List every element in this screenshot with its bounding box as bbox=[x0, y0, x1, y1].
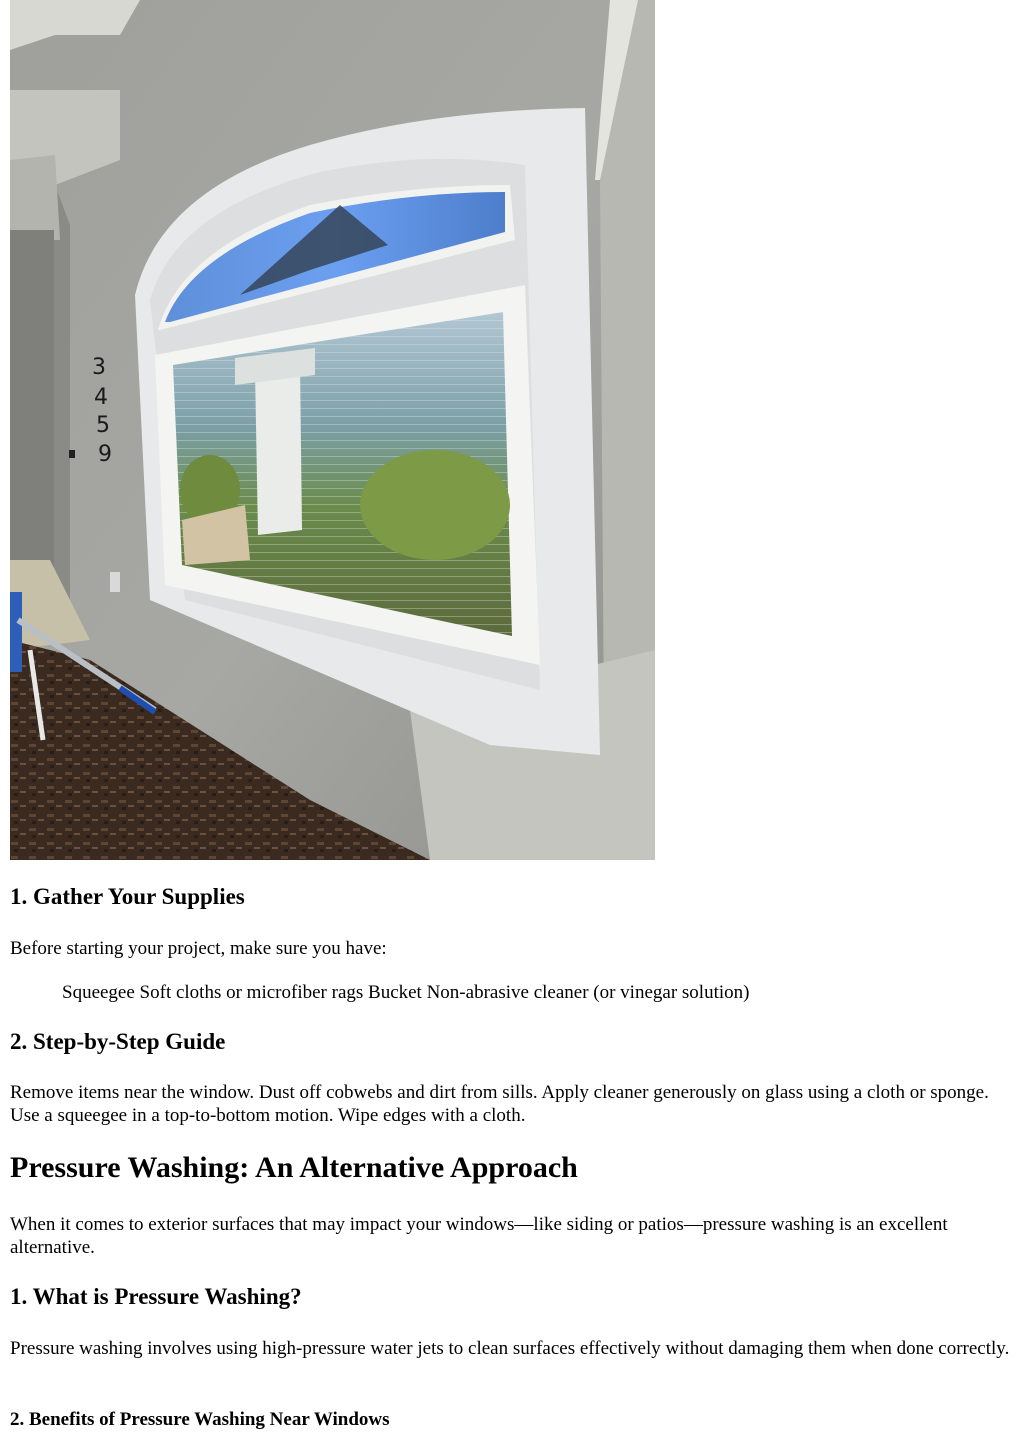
section-heading-what-is-pressure-washing: 1. What is Pressure Washing? bbox=[10, 1284, 302, 1309]
what-is-pressure-washing-paragraph: Pressure washing involves using high-pressure water jets to clean surfaces effectively without damaging them when done correctly. bbox=[10, 1338, 1010, 1359]
house-number-digit: 5 bbox=[96, 413, 110, 438]
pressure-washing-intro-paragraph: When it comes to exterior surfaces that may impact your windows—like siding or patios—pressure washing is an excellent alternative. bbox=[10, 1214, 948, 1258]
section-heading-benefits: 2. Benefits of Pressure Washing Near Windows bbox=[10, 1409, 390, 1430]
step-by-step-paragraph: Remove items near the window. Dust off cobwebs and dirt from sills. Apply cleaner generously on glass using a cloth or sponge. Use a squeegee in a top-to-bottom motion. Wipe edges with a cloth. bbox=[10, 1082, 989, 1126]
supplies-list: Squeegee Soft cloths or microfiber rags Bucket Non-abrasive cleaner (or vinegar solution) bbox=[62, 982, 750, 1003]
blue-bucket bbox=[10, 592, 22, 672]
light-fixture bbox=[69, 450, 75, 458]
section-heading-gather-supplies: 1. Gather Your Supplies bbox=[10, 884, 245, 909]
article-page bbox=[10, 0, 1020, 1430]
house-number-digit: 3 bbox=[92, 355, 106, 380]
house-number-digit: 9 bbox=[98, 442, 112, 467]
window-photo-illustration bbox=[10, 0, 655, 860]
section-heading-step-by-step: 2. Step-by-Step Guide bbox=[10, 1029, 226, 1054]
supplies-intro-paragraph: Before starting your project, make sure you have: bbox=[10, 938, 387, 959]
section-heading-pressure-washing: Pressure Washing: An Alternative Approach bbox=[10, 1151, 578, 1184]
window-photo bbox=[10, 0, 655, 860]
house-number-digit: 4 bbox=[94, 385, 108, 410]
outlet-cover bbox=[110, 572, 120, 592]
